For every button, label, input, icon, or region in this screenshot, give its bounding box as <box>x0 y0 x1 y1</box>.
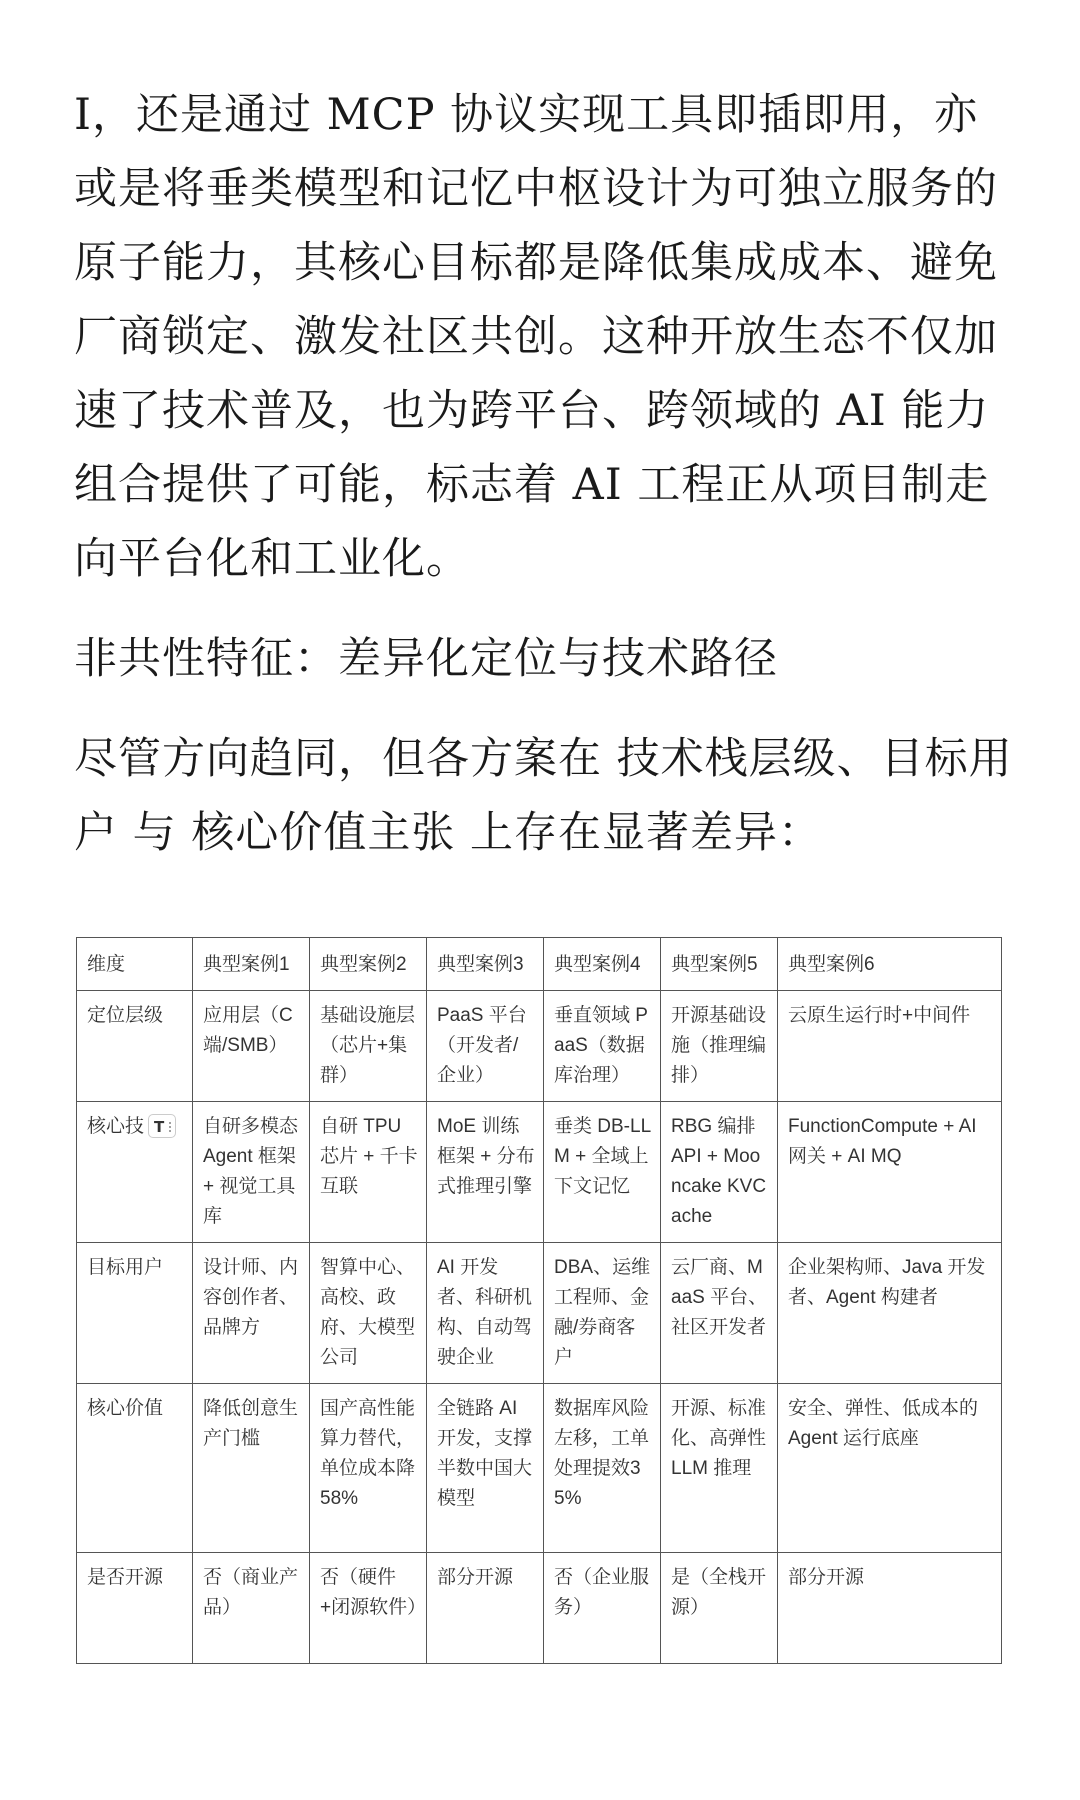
row-label-cell: 核心价值 <box>77 1384 193 1553</box>
table-cell: 智算中心、高校、政府、大模型公司 <box>310 1243 427 1384</box>
table-row-core-value <box>77 1384 1002 1553</box>
table-cell: 开源基础设施（推理编排） <box>661 991 778 1102</box>
table-cell: 部分开源 <box>427 1553 544 1664</box>
table-cell: 云厂商、MaaS 平台、社区开发者 <box>661 1243 778 1384</box>
header-cell-case-1: 典型案例1 <box>193 938 310 991</box>
table-cell: 全链路 AI 开发，支撑半数中国大模型 <box>427 1384 544 1553</box>
comparison-table <box>76 937 1002 1664</box>
section-heading: 非共性特征：差异化定位与技术路径 <box>74 634 778 684</box>
comparison-table-container <box>76 937 1001 1664</box>
table-cell: 否（企业服务） <box>544 1553 661 1664</box>
table-cell: 部分开源 <box>778 1553 1002 1664</box>
table-cell: 设计师、内容创作者、品牌方 <box>193 1243 310 1384</box>
row-label-text: 核心技 <box>87 1116 145 1137</box>
table-cell: 云原生运行时+中间件 <box>778 991 1002 1102</box>
header-cell-case-3: 典型案例3 <box>427 938 544 991</box>
text-format-letter: T <box>154 1118 165 1136</box>
table-cell: 自研多模态 Agent 框架 + 视觉工具库 <box>193 1102 310 1243</box>
row-label-cell-editing[interactable] <box>77 1102 193 1243</box>
table-cell: AI 开发者、科研机构、自动驾驶企业 <box>427 1243 544 1384</box>
table-cell: FunctionCompute + AI 网关 + AI MQ <box>778 1102 1002 1243</box>
table-cell: RBG 编排 API + Mooncake KVCache <box>661 1102 778 1243</box>
table-cell: 降低创意生产门槛 <box>193 1384 310 1553</box>
table-cell: 垂直领域 PaaS（数据库治理） <box>544 991 661 1102</box>
table-row-core-tech <box>77 1102 1002 1243</box>
table-cell: 自研 TPU 芯片 + 千卡互联 <box>310 1102 427 1243</box>
table-row-target-users <box>77 1243 1002 1384</box>
paragraph-differences-intro: 尽管方向趋同，但各方案在 技术栈层级、目标用户 与 核心价值主张 上存在显著差异： <box>74 734 1013 858</box>
table-cell: 安全、弹性、低成本的 Agent 运行底座 <box>778 1384 1002 1553</box>
table-cell: 否（商业产品） <box>193 1553 310 1664</box>
table-cell: MoE 训练框架 + 分布式推理引擎 <box>427 1102 544 1243</box>
table-cell: 企业架构师、Java 开发者、Agent 构建者 <box>778 1243 1002 1384</box>
table-row-positioning <box>77 991 1002 1102</box>
paragraph-open-ecosystem: I，还是通过 MCP 协议实现工具即插即用，亦或是将垂类模型和记忆中枢设计为可独立服务的原子能力，其核心目标都是降低集成成本、避免厂商锁定、激发社区共创。这种开放生态不仅加速了技术普及，也为跨平台、跨领域的 AI 能力组合提供了可能，标志着 AI 工程正从项目制走向平台化和工业化。 <box>74 90 998 584</box>
table-cell: 开源、标准化、高弹性 LLM 推理 <box>661 1384 778 1553</box>
table-row-open-source <box>77 1553 1002 1664</box>
table-cell: DBA、运维工程师、金融/券商客户 <box>544 1243 661 1384</box>
header-cell-case-5: 典型案例5 <box>661 938 778 991</box>
row-label-cell: 目标用户 <box>77 1243 193 1384</box>
table-cell: 垂类 DB-LLM + 全域上下文记忆 <box>544 1102 661 1243</box>
row-label-cell: 是否开源 <box>77 1553 193 1664</box>
table-cell: 基础设施层（芯片+集群） <box>310 991 427 1102</box>
header-cell-dimension: 维度 <box>77 938 193 991</box>
table-cell: PaaS 平台（开发者/企业） <box>427 991 544 1102</box>
header-cell-case-6: 典型案例6 <box>778 938 1002 991</box>
article-body <box>74 78 1016 870</box>
table-cell: 应用层（C端/SMB） <box>193 991 310 1102</box>
table-header-row <box>77 938 1002 991</box>
header-cell-case-4: 典型案例4 <box>544 938 661 991</box>
text-format-icon[interactable] <box>148 1114 176 1138</box>
header-cell-case-2: 典型案例2 <box>310 938 427 991</box>
table-cell: 国产高性能算力替代，单位成本降58% <box>310 1384 427 1553</box>
drag-handle-icon[interactable] <box>168 1121 173 1133</box>
row-label-cell: 定位层级 <box>77 991 193 1102</box>
table-cell: 否（硬件+闭源软件） <box>310 1553 427 1664</box>
table-cell: 是（全栈开源） <box>661 1553 778 1664</box>
table-cell: 数据库风险左移，工单处理提效35% <box>544 1384 661 1553</box>
